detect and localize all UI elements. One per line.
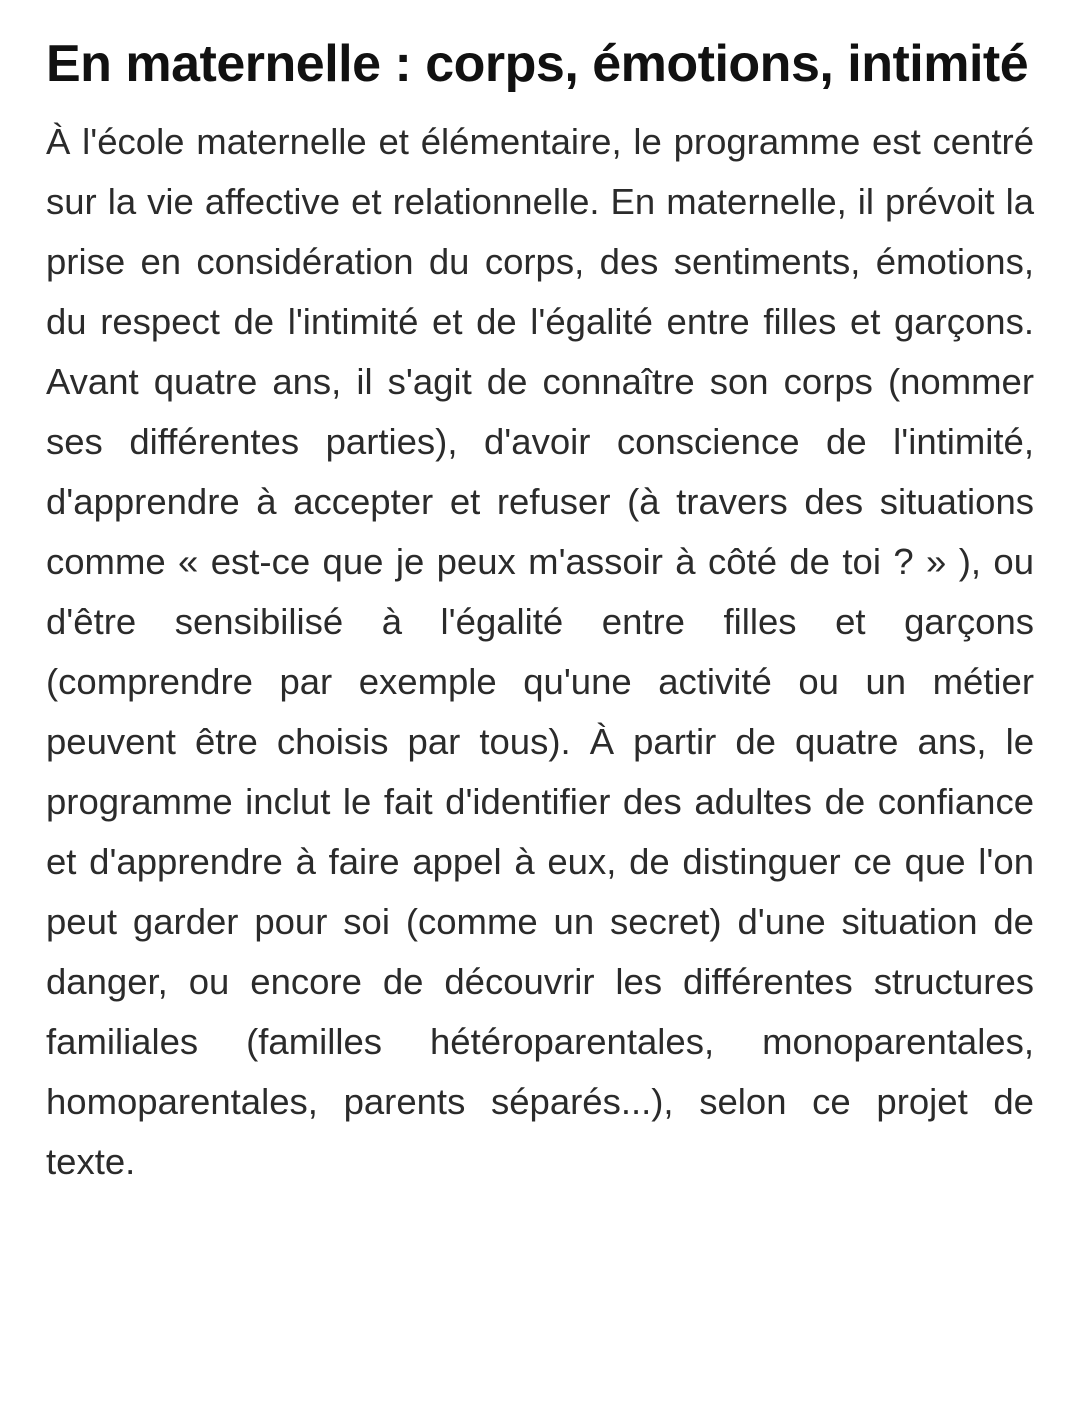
article-paragraph: À l'école maternelle et élémentaire, le programme est centré sur la vie affective et relationnelle. En maternelle, il prévoit la prise en considération du corps, des sentiments, émotions, du respect de l'intimité et de l'égalité entre filles et garçons. Avant quatre ans, il s'agit de connaître son corps (nommer ses différentes parties), d'avoir conscience de l'intimité, d'apprendre à accepter et refuser (à travers des situations comme « est-ce que je peux m'assoir à côté de toi ? » ), ou d'être sensibilisé à l'égalité entre filles et garçons (comprendre par exemple qu'une activité ou un métier peuvent être choisis par tous). À partir de quatre ans, le programme inclut le fait d'identifier des adultes de confiance et d'apprendre à faire appel à eux, de distinguer ce que l'on peut garder pour soi (comme un secret) d'une situation de danger, ou encore de découvrir les différentes structures familiales (familles hétéroparentales, monoparentales, homoparentales, parents séparés...), selon ce projet de texte. bbox=[46, 121, 1034, 1182]
article-title: En maternelle : corps, émotions, intimité bbox=[46, 35, 1029, 93]
